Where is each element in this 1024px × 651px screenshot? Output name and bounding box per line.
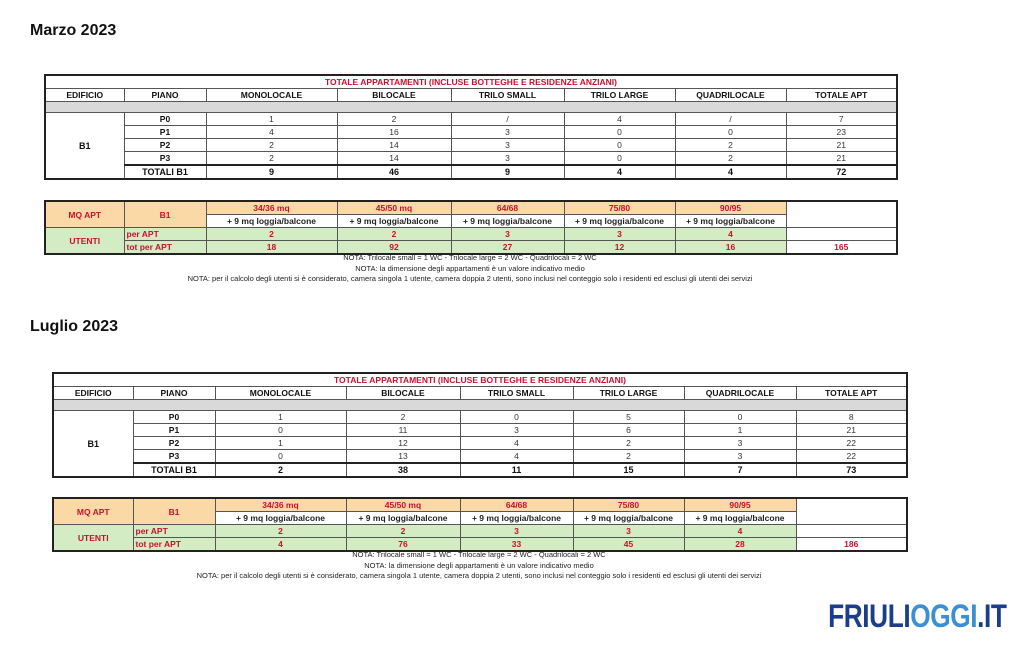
table-row [53, 437, 907, 450]
value-cell: 3 [460, 424, 573, 437]
value-cell: 11 [346, 424, 460, 437]
blank-cell [786, 201, 897, 228]
header-trilo-small: TRILO SMALL [451, 89, 564, 102]
tot-per-apt-cell: 16 [675, 241, 786, 255]
per-apt-cell: 4 [675, 228, 786, 241]
mq-building: B1 [133, 498, 215, 525]
per-apt-label: per APT [133, 525, 215, 538]
total-cell: 46 [337, 165, 451, 179]
value-cell: 0 [675, 126, 786, 139]
value-cell: 3 [451, 139, 564, 152]
per-apt-cell: 3 [573, 525, 684, 538]
mq-apt-label: MQ APT [45, 201, 124, 228]
size-cell: 45/50 mq [337, 201, 451, 215]
apartments-table-luglio [52, 372, 906, 478]
note-line: NOTA: per il calcolo degli utenti si è considerato, camera singola 1 utente, camera doppia 2 utenti, sono inclusi nel conteggio solo i residenti ed esclusi gli utenti dei servizi [187, 274, 753, 283]
header-totale-apt: TOTALE APT [786, 89, 897, 102]
tot-per-apt-cell: 33 [460, 538, 573, 552]
header-trilo-large: TRILO LARGE [573, 387, 684, 400]
per-apt-cell: 3 [460, 525, 573, 538]
header-monolocale: MONOLOCALE [215, 387, 346, 400]
piano-cell: P3 [124, 152, 206, 166]
value-cell: 23 [786, 126, 897, 139]
per-apt-cell: 3 [451, 228, 564, 241]
spacer-row [45, 102, 897, 113]
note-line: NOTA: Trilocale small = 1 WC - Trilocale large = 2 WC - Quadrilocali = 2 WC [343, 253, 597, 262]
extra-cell: + 9 mq loggia/balcone [460, 512, 573, 525]
size-cell: 90/95 [684, 498, 796, 512]
value-cell: 21 [796, 424, 907, 437]
header-bilocale: BILOCALE [346, 387, 460, 400]
note-line: NOTA: per il calcolo degli utenti si è considerato, camera singola 1 utente, camera doppia 2 utenti, sono inclusi nel conteggio solo i residenti ed esclusi gli utenti dei servizi [196, 571, 762, 580]
table-row [45, 126, 897, 139]
value-cell: 14 [337, 139, 451, 152]
users-table-marzo [44, 200, 896, 255]
notes-luglio [52, 550, 906, 582]
value-cell: 13 [346, 450, 460, 464]
value-cell: 3 [451, 152, 564, 166]
tot-per-apt-cell: 76 [346, 538, 460, 552]
logo-part-1: FRIULI [827, 598, 910, 634]
value-cell: 1 [206, 113, 337, 126]
size-cell: 75/80 [564, 201, 675, 215]
table-row [45, 113, 897, 126]
total-cell: 72 [786, 165, 897, 179]
value-cell: 0 [215, 450, 346, 464]
per-apt-cell: 2 [215, 525, 346, 538]
extra-cell: + 9 mq loggia/balcone [346, 512, 460, 525]
total-cell: 7 [684, 463, 796, 477]
value-cell: / [675, 113, 786, 126]
value-cell: 14 [337, 152, 451, 166]
header-edificio: EDIFICIO [53, 387, 133, 400]
table-row [45, 152, 897, 166]
value-cell: 1 [684, 424, 796, 437]
section-title-marzo: Marzo 2023 [30, 22, 117, 39]
table-title: TOTALE APPARTAMENTI (INCLUSE BOTTEGHE E RESIDENZE ANZIANI) [53, 373, 907, 387]
value-cell: 3 [451, 126, 564, 139]
value-cell: 21 [786, 139, 897, 152]
notes-marzo [44, 253, 896, 285]
value-cell: / [451, 113, 564, 126]
extra-cell: + 9 mq loggia/balcone [684, 512, 796, 525]
logo-part-3: .IT [976, 598, 1006, 634]
value-cell: 4 [460, 437, 573, 450]
table-row [53, 411, 907, 424]
value-cell: 1 [215, 411, 346, 424]
tot-per-apt-label: tot per APT [124, 241, 206, 255]
blank-cell [786, 228, 897, 241]
value-cell: 2 [206, 139, 337, 152]
note-line: NOTA: la dimensione degli appartamenti è un valore indicativo medio [364, 560, 594, 570]
table-row [53, 450, 907, 464]
piano-cell: P3 [133, 450, 215, 464]
value-cell: 12 [346, 437, 460, 450]
note-line: NOTA: Trilocale small = 1 WC - Trilocale large = 2 WC - Quadrilocali = 2 WC [352, 550, 606, 559]
per-apt-cell: 2 [206, 228, 337, 241]
per-apt-cell: 3 [564, 228, 675, 241]
header-edificio: EDIFICIO [45, 89, 124, 102]
value-cell: 0 [684, 411, 796, 424]
size-cell: 64/68 [460, 498, 573, 512]
table-row [53, 424, 907, 437]
total-cell: 73 [796, 463, 907, 477]
total-cell: 4 [564, 165, 675, 179]
size-cell: 75/80 [573, 498, 684, 512]
value-cell: 2 [346, 411, 460, 424]
size-cell: 90/95 [675, 201, 786, 215]
blank-cell [796, 525, 907, 538]
value-cell: 22 [796, 437, 907, 450]
piano-cell: P0 [124, 113, 206, 126]
size-cell: 34/36 mq [206, 201, 337, 215]
mq-building: B1 [124, 201, 206, 228]
friulioggi-logo [828, 598, 1006, 635]
per-apt-cell: 2 [346, 525, 460, 538]
value-cell: 8 [796, 411, 907, 424]
utenti-label: UTENTI [45, 228, 124, 255]
building-cell: B1 [53, 411, 133, 478]
value-cell: 4 [564, 113, 675, 126]
totals-row [45, 165, 897, 179]
value-cell: 16 [337, 126, 451, 139]
utenti-label: UTENTI [53, 525, 133, 552]
tot-per-apt-cell: 27 [451, 241, 564, 255]
table-title: TOTALE APPARTAMENTI (INCLUSE BOTTEGHE E RESIDENZE ANZIANI) [45, 75, 897, 89]
value-cell: 2 [206, 152, 337, 166]
header-piano: PIANO [133, 387, 215, 400]
totals-label: TOTALI B1 [124, 165, 206, 179]
grand-total-cell: 186 [796, 538, 907, 552]
note-line: NOTA: la dimensione degli appartamenti è un valore indicativo medio [355, 263, 585, 273]
tot-per-apt-cell: 18 [206, 241, 337, 255]
piano-cell: P2 [133, 437, 215, 450]
total-cell: 9 [206, 165, 337, 179]
value-cell: 2 [573, 450, 684, 464]
header-quadrilocale: QUADRILOCALE [675, 89, 786, 102]
value-cell: 0 [215, 424, 346, 437]
tot-per-apt-label: tot per APT [133, 538, 215, 552]
header-monolocale: MONOLOCALE [206, 89, 337, 102]
extra-cell: + 9 mq loggia/balcone [675, 215, 786, 228]
value-cell: 2 [675, 139, 786, 152]
per-apt-cell: 4 [684, 525, 796, 538]
value-cell: 2 [675, 152, 786, 166]
size-cell: 34/36 mq [215, 498, 346, 512]
header-quadrilocale: QUADRILOCALE [684, 387, 796, 400]
header-trilo-large: TRILO LARGE [564, 89, 675, 102]
extra-cell: + 9 mq loggia/balcone [451, 215, 564, 228]
size-cell: 64/68 [451, 201, 564, 215]
tot-per-apt-cell: 12 [564, 241, 675, 255]
extra-cell: + 9 mq loggia/balcone [215, 512, 346, 525]
users-table-luglio [52, 497, 906, 552]
value-cell: 0 [564, 152, 675, 166]
value-cell: 6 [573, 424, 684, 437]
value-cell: 21 [786, 152, 897, 166]
piano-cell: P0 [133, 411, 215, 424]
header-bilocale: BILOCALE [337, 89, 451, 102]
tot-per-apt-cell: 4 [215, 538, 346, 552]
tot-per-apt-cell: 92 [337, 241, 451, 255]
total-cell: 38 [346, 463, 460, 477]
piano-cell: P2 [124, 139, 206, 152]
totals-label: TOTALI B1 [133, 463, 215, 477]
spacer-row [53, 400, 907, 411]
value-cell: 4 [206, 126, 337, 139]
total-cell: 4 [675, 165, 786, 179]
value-cell: 0 [460, 411, 573, 424]
mq-apt-label: MQ APT [53, 498, 133, 525]
tot-per-apt-cell: 28 [684, 538, 796, 552]
header-trilo-small: TRILO SMALL [460, 387, 573, 400]
value-cell: 2 [337, 113, 451, 126]
value-cell: 5 [573, 411, 684, 424]
size-cell: 45/50 mq [346, 498, 460, 512]
value-cell: 3 [684, 437, 796, 450]
piano-cell: P1 [133, 424, 215, 437]
piano-cell: P1 [124, 126, 206, 139]
value-cell: 3 [684, 450, 796, 464]
value-cell: 0 [564, 139, 675, 152]
apartments-table-marzo [44, 74, 896, 180]
value-cell: 4 [460, 450, 573, 464]
extra-cell: + 9 mq loggia/balcone [206, 215, 337, 228]
building-cell: B1 [45, 113, 124, 180]
total-cell: 9 [451, 165, 564, 179]
totals-row [53, 463, 907, 477]
per-apt-cell: 2 [337, 228, 451, 241]
section-title-luglio: Luglio 2023 [30, 318, 119, 335]
extra-cell: + 9 mq loggia/balcone [337, 215, 451, 228]
value-cell: 0 [564, 126, 675, 139]
table-row [45, 139, 897, 152]
logo-part-2: OGGI [909, 598, 977, 634]
blank-cell [796, 498, 907, 525]
value-cell: 22 [796, 450, 907, 464]
extra-cell: + 9 mq loggia/balcone [573, 512, 684, 525]
total-cell: 11 [460, 463, 573, 477]
total-cell: 2 [215, 463, 346, 477]
value-cell: 1 [215, 437, 346, 450]
per-apt-label: per APT [124, 228, 206, 241]
extra-cell: + 9 mq loggia/balcone [564, 215, 675, 228]
tot-per-apt-cell: 45 [573, 538, 684, 552]
value-cell: 2 [573, 437, 684, 450]
value-cell: 7 [786, 113, 897, 126]
header-piano: PIANO [124, 89, 206, 102]
header-totale-apt: TOTALE APT [796, 387, 907, 400]
grand-total-cell: 165 [786, 241, 897, 255]
total-cell: 15 [573, 463, 684, 477]
